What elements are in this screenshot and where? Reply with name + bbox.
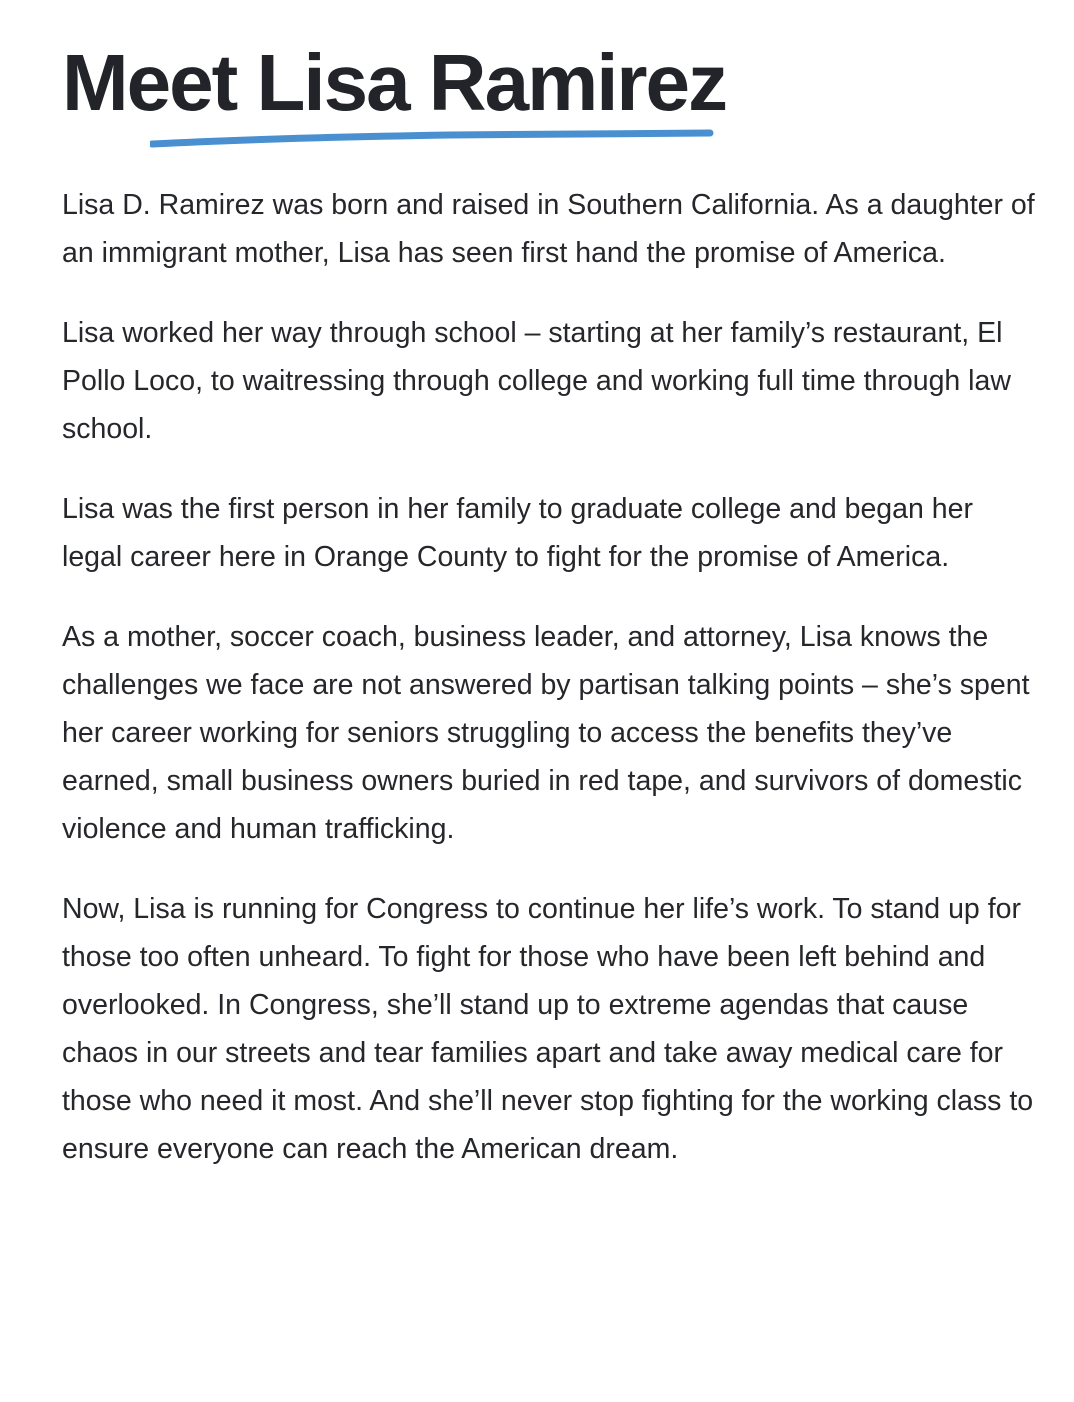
- paragraph-school: Lisa worked her way through school – starting at her family’s restaurant, El Pollo Loco, to waitressing through college and working full time through law school.: [62, 317, 1011, 445]
- paragraph-roles: As a mother, soccer coach, business leader, and attorney, Lisa knows the challenges we face are not answered by partisan talking points – she’s spent her career working for seniors struggling to access the benefits they’ve earned, small business owners buried in red tape, and survivors of domestic violence and human trafficking.: [62, 621, 1030, 845]
- paragraph-intro: Lisa D. Ramirez was born and raised in Southern California. As a daughter of an immigrant mother, Lisa has seen first hand the promise of America.: [62, 189, 1035, 269]
- title-underline-brushstroke: [150, 128, 716, 150]
- article-body: [62, 181, 1037, 1205]
- paragraph-career: Lisa was the first person in her family to graduate college and began her legal career here in Orange County to fight for the promise of America.: [62, 493, 973, 573]
- page-title: Meet Lisa Ramirez: [62, 38, 727, 127]
- paragraph-congress: Now, Lisa is running for Congress to continue her life’s work. To stand up for those too often unheard. To fight for those who have been left behind and overlooked. In Congress, she’ll stand up to extreme agendas that cause chaos in our streets and tear families apart and take away medical care for those who need it most. And she’ll never stop fighting for the working class to ensure everyone can reach the American dream.: [62, 893, 1034, 1165]
